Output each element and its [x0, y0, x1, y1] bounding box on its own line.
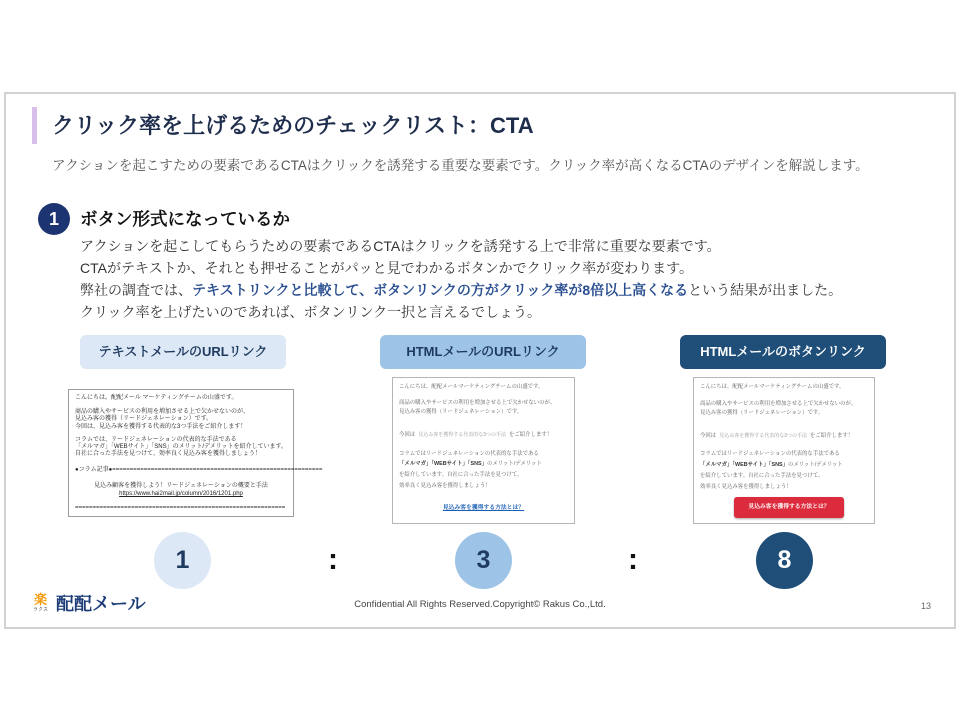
- ratio-separator: :: [328, 543, 338, 576]
- ratio-separator: :: [628, 543, 638, 576]
- column-marker: ●コラム記事●: [75, 467, 113, 473]
- email-text-line: 商品の購入やサービスの利用を増加させる上で欠かせないのが、: [700, 401, 857, 407]
- email-text: をご紹介します！: [809, 433, 854, 439]
- email-text-line: コラムでは、リードジェネレーションの代表的な手法である: [75, 437, 237, 443]
- rakus-logo-icon: 楽: [33, 592, 47, 607]
- email-text-line: 見込み客の獲得（リードジェネレーション）です。: [399, 409, 523, 415]
- email-text-line: 「メルマガ」「WEBサイト」「SNS」のメリット/デメリットを紹介しています。: [75, 444, 288, 450]
- email-text-line: こんにちは、配配メールマーケティングチームの山盛です。: [399, 384, 544, 390]
- email-text: をご紹介します！: [508, 432, 553, 438]
- ratio-circle-text-link: 1: [154, 532, 211, 589]
- title-accent-bar: [32, 107, 37, 144]
- email-text: のメリット/デメリット: [486, 461, 542, 467]
- email-text-faint: 見込み客を獲得する代表的な3つの手法: [418, 432, 506, 438]
- body-text: 弊社の調査では、: [80, 282, 192, 298]
- rule-line: ============================================================: [75, 505, 286, 511]
- label-text-mail-url-link: テキストメールのURLリンク: [80, 335, 286, 369]
- email-text-bold: 「メルマガ」「WEBサイト」「SNS」: [399, 461, 487, 467]
- email-text-line: 効率良く見込み客を獲得しましょう！: [399, 483, 491, 489]
- rakus-logo-subtext: ラクス: [33, 607, 48, 613]
- ratio-circle-html-button: 8: [756, 532, 813, 589]
- ratio-circle-html-link: 3: [455, 532, 512, 589]
- email-text-line: を紹介しています。自社に合った手法を見つけて、: [700, 473, 824, 479]
- email-text-line: [399, 460, 542, 468]
- email-text-bold: 「メルマガ」「WEBサイト」「SNS」: [700, 462, 788, 468]
- email-text-line: 効率良く見込み客を獲得しましょう！: [700, 484, 792, 490]
- email-text-line: 今回は、見込み客を獲得する代表的な3つ手法をご紹介します！: [75, 424, 247, 430]
- page-number: 13: [920, 601, 931, 611]
- email-text: のメリット/デメリット: [787, 462, 843, 468]
- label-html-mail-button-link: HTMLメールのボタンリンク: [680, 335, 886, 369]
- email-text-line: コラムではリードジェネレーションの代表的な手法である: [399, 451, 539, 457]
- text-mail-thumbnail: [68, 389, 323, 517]
- email-text-line: 見込み客の獲得（リードジェネレーション）です。: [700, 410, 824, 416]
- page-title: クリック率を上げるためのチェックリスト：CTA: [52, 113, 534, 138]
- page-subtitle: アクションを起こすための要素であるCTAはクリックを誘発する重要な要素です。クリック率が高くなるCTAのデザインを解説します。: [52, 158, 869, 173]
- body-text: という結果が出ました。: [688, 282, 843, 298]
- highlight-text: テキストリンクと比較して、ボタンリンクの方がクリック率が8倍以上高くなる: [192, 282, 689, 298]
- email-text-line: 商品の購入やサービスの利用を増加させる上で欠かせないのが、: [399, 400, 556, 406]
- html-mail-button-thumbnail: [693, 377, 875, 524]
- email-text-faint: 見込み客を獲得する代表的な3つの手法: [719, 433, 807, 439]
- body-line: クリック率を上げたいのであれば、ボタンリンク一択と言えるでしょう。: [80, 304, 542, 320]
- email-text-line: 自社に合った手法を見つけて、効率良く見込み客を獲得しましょう！: [75, 451, 261, 457]
- email-text: 今回は: [700, 433, 717, 439]
- body-line-emphasis: [80, 279, 842, 301]
- email-text-line: こんにちは。配配メールマーケティングチームの山盛です。: [700, 384, 845, 390]
- haihai-mail-logo: 配配メール: [56, 594, 146, 614]
- email-text-line: 商品の購入やサービスの利用を増加させる上で欠かせないのが、: [75, 409, 250, 415]
- body-line: アクションを起こしてもらうための要素であるCTAはクリックを誘発する上で非常に重要な要素です。: [80, 238, 721, 254]
- body-line: CTAがテキストか、それとも押せることがパッと見でわかるボタンかでクリック率が変わります。: [80, 260, 693, 276]
- html-mail-link-thumbnail: [392, 377, 575, 524]
- email-text-line: を紹介しています。自社に合った手法を見つけて、: [399, 472, 523, 478]
- email-offer-line: [700, 432, 853, 440]
- section-heading: ボタン形式になっているか: [80, 209, 290, 229]
- section-number-badge: 1: [38, 203, 70, 235]
- label-html-mail-url-link: HTMLメールのURLリンク: [380, 335, 586, 369]
- email-offer-line: [399, 431, 552, 439]
- email-text-line: こんにちは。配配メール マーケティングチームの山盛です。: [75, 395, 238, 401]
- article-url-link[interactable]: https://www.hai2mail.jp/column/2016/1201.php: [119, 491, 243, 497]
- rule-line: ============================================================: [112, 467, 323, 473]
- email-text: 今回は: [399, 432, 416, 438]
- cta-button[interactable]: 見込み客を獲得する方法とは？: [734, 497, 844, 518]
- cta-text-link[interactable]: 見込み客を獲得する方法とは？: [442, 505, 525, 511]
- email-text-line: 見込み客の獲得（リードジェネレーション）です。: [75, 416, 213, 422]
- email-text-line: [700, 461, 843, 469]
- copyright-notice: Confidential All Rights Reserved.Copyright© Rakus Co.,Ltd.: [354, 599, 606, 610]
- email-text-line: コラムではリードジェネレーションの代表的な手法である: [700, 451, 840, 457]
- column-header-row: [75, 466, 323, 474]
- article-title: 見込み顧客を獲得しよう！リードジェネレーションの概要と手法: [94, 483, 268, 489]
